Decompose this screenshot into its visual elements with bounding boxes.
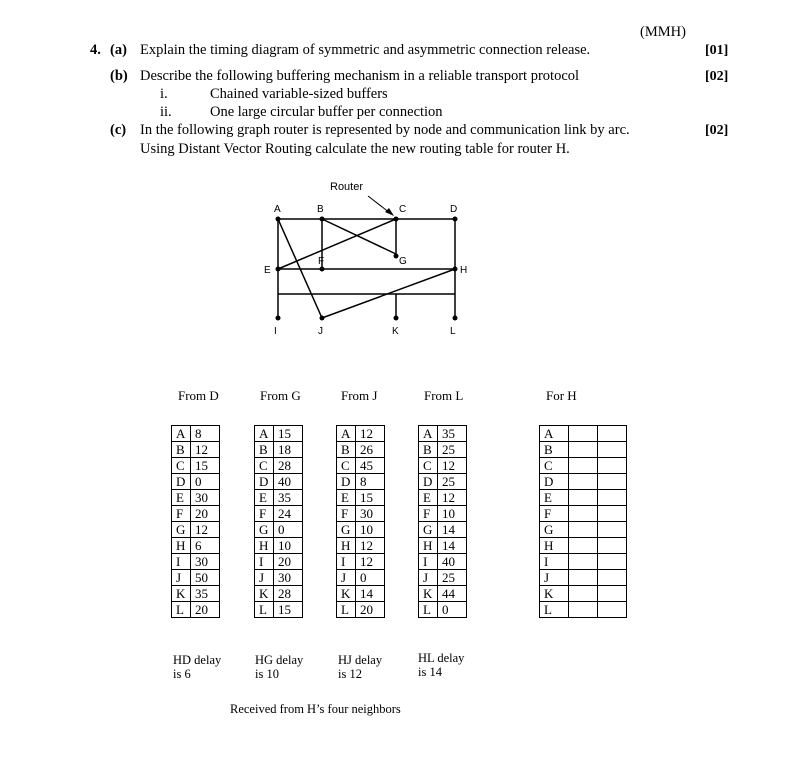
table-row — [172, 554, 220, 570]
table-row — [255, 458, 303, 474]
destination-cell: K — [540, 586, 569, 602]
node-label-c: C — [399, 204, 407, 215]
destination-cell: F — [540, 506, 569, 522]
destination-cell: B — [540, 442, 569, 458]
outgoing-line-cell[interactable] — [598, 426, 627, 442]
table-row — [419, 586, 467, 602]
destination-cell: F — [172, 506, 191, 522]
estimated-delay-cell[interactable] — [569, 554, 598, 570]
destination-cell: A — [540, 426, 569, 442]
delay-cell: 0 — [191, 474, 220, 490]
delay-cell: 12 — [191, 522, 220, 538]
table-row — [172, 602, 220, 618]
delay-cell: 35 — [438, 426, 467, 442]
part-c-text-1: In the following graph router is represented by node and communication link by arc. — [140, 122, 630, 138]
delay-cell: 44 — [438, 586, 467, 602]
table-row — [172, 474, 220, 490]
router-arrowhead — [385, 208, 394, 216]
destination-cell: J — [337, 570, 356, 586]
destination-cell: I — [172, 554, 191, 570]
table-row — [419, 538, 467, 554]
delay-cell: 26 — [356, 442, 385, 458]
destination-cell: C — [540, 458, 569, 474]
destination-cell: A — [419, 426, 438, 442]
node-l — [453, 316, 458, 321]
destination-cell: F — [419, 506, 438, 522]
outgoing-line-cell[interactable] — [598, 538, 627, 554]
destination-cell: D — [337, 474, 356, 490]
delay-hl: HL delay is 14 — [418, 651, 465, 679]
table-row — [419, 474, 467, 490]
table-row — [255, 522, 303, 538]
destination-cell: I — [540, 554, 569, 570]
table-row — [540, 442, 627, 458]
table-row — [337, 490, 385, 506]
node-label-j: J — [318, 326, 323, 337]
table-row — [172, 506, 220, 522]
table-row — [172, 522, 220, 538]
table-title-for-h: For H — [546, 388, 577, 403]
part-b-text: Describe the following buffering mechanism in a reliable transport protocol — [140, 68, 580, 84]
table-row — [337, 538, 385, 554]
exam-code: (MMH) — [640, 24, 686, 40]
table-row — [540, 602, 627, 618]
table-row — [337, 426, 385, 442]
destination-cell: H — [540, 538, 569, 554]
network-graph — [250, 176, 490, 341]
delay-hd: HD delay is 6 — [173, 653, 222, 681]
delay-cell: 40 — [438, 554, 467, 570]
table-row — [255, 490, 303, 506]
destination-cell: G — [172, 522, 191, 538]
delay-cell: 12 — [356, 426, 385, 442]
routing-table-from-j — [336, 425, 385, 618]
delay-cell: 30 — [191, 554, 220, 570]
routing-table-for-h — [539, 425, 627, 618]
destination-cell: H — [337, 538, 356, 554]
routing-table-from-d — [171, 425, 220, 618]
destination-cell: C — [172, 458, 191, 474]
table-row — [540, 586, 627, 602]
destination-cell: D — [540, 474, 569, 490]
node-h — [453, 267, 458, 272]
delay-cell: 14 — [438, 522, 467, 538]
table-row — [419, 426, 467, 442]
table-row — [255, 554, 303, 570]
delay-cell: 25 — [438, 442, 467, 458]
delay-cell: 15 — [274, 426, 303, 442]
part-b-item-num: ii. — [160, 104, 172, 120]
destination-cell: E — [540, 490, 569, 506]
node-f — [320, 267, 325, 272]
estimated-delay-cell[interactable] — [569, 458, 598, 474]
destination-cell: L — [540, 602, 569, 618]
outgoing-line-cell[interactable] — [598, 442, 627, 458]
routing-table-from-l — [418, 425, 467, 618]
destination-cell: L — [337, 602, 356, 618]
delay-cell: 45 — [356, 458, 385, 474]
node-label-d: D — [450, 204, 458, 215]
destination-cell: B — [255, 442, 274, 458]
part-b-marks: [02] — [705, 69, 729, 84]
table-row — [337, 458, 385, 474]
table-row — [419, 506, 467, 522]
estimated-delay-cell[interactable] — [569, 570, 598, 586]
table-row — [255, 506, 303, 522]
table-row — [172, 586, 220, 602]
table-row — [337, 570, 385, 586]
destination-cell: H — [172, 538, 191, 554]
destination-cell: D — [255, 474, 274, 490]
question-number: 4. — [90, 42, 101, 58]
destination-cell: G — [540, 522, 569, 538]
table-row — [419, 522, 467, 538]
table-row — [337, 586, 385, 602]
node-d — [453, 217, 458, 222]
delay-hj: HJ delay is 12 — [338, 653, 383, 681]
delay-cell: 0 — [438, 602, 467, 618]
outgoing-line-cell[interactable] — [598, 490, 627, 506]
delay-cell: 15 — [356, 490, 385, 506]
table-row — [540, 554, 627, 570]
destination-cell: B — [419, 442, 438, 458]
table-row — [337, 506, 385, 522]
destination-cell: A — [337, 426, 356, 442]
table-row — [172, 570, 220, 586]
delay-cell: 14 — [356, 586, 385, 602]
table-row — [255, 586, 303, 602]
received-caption: Received from H’s four neighbors — [230, 702, 401, 716]
table-row — [255, 426, 303, 442]
destination-cell: K — [172, 586, 191, 602]
outgoing-line-cell[interactable] — [598, 458, 627, 474]
router-label: Router — [330, 181, 364, 193]
destination-cell: J — [172, 570, 191, 586]
part-a-text: Explain the timing diagram of symmetric and asymmetric connection release. — [140, 42, 591, 58]
node-label-i: I — [274, 326, 277, 337]
delay-cell: 18 — [274, 442, 303, 458]
delay-cell: 30 — [356, 506, 385, 522]
table-row — [540, 474, 627, 490]
delay-cell: 35 — [191, 586, 220, 602]
destination-cell: L — [255, 602, 274, 618]
delay-hg: HG delay is 10 — [255, 653, 304, 681]
table-row — [172, 442, 220, 458]
table-row — [172, 426, 220, 442]
table-row — [540, 506, 627, 522]
delay-cell: 10 — [356, 522, 385, 538]
destination-cell: J — [255, 570, 274, 586]
outgoing-line-cell[interactable] — [598, 586, 627, 602]
delay-cell: 25 — [438, 570, 467, 586]
delay-cell: 30 — [274, 570, 303, 586]
table-title-from-g: From G — [260, 388, 301, 403]
table-row — [419, 458, 467, 474]
outgoing-line-cell[interactable] — [598, 554, 627, 570]
part-b-item-num: i. — [160, 86, 168, 102]
delay-cell: 12 — [438, 458, 467, 474]
table-row — [337, 602, 385, 618]
destination-cell: I — [255, 554, 274, 570]
node-label-h: H — [460, 265, 468, 276]
table-title-from-d: From D — [178, 388, 219, 403]
delay-cell: 12 — [356, 554, 385, 570]
delay-cell: 20 — [191, 506, 220, 522]
destination-cell: E — [172, 490, 191, 506]
estimated-delay-cell[interactable] — [569, 538, 598, 554]
part-b-item-text: Chained variable-sized buffers — [210, 86, 388, 102]
delay-cell: 8 — [191, 426, 220, 442]
delay-cell: 50 — [191, 570, 220, 586]
table-row — [255, 474, 303, 490]
outgoing-line-cell[interactable] — [598, 602, 627, 618]
part-a-marks: [01] — [705, 43, 729, 58]
part-b-item-text: One large circular buffer per connection — [210, 104, 443, 120]
destination-cell: E — [337, 490, 356, 506]
node-g — [394, 254, 399, 259]
table-row — [255, 570, 303, 586]
delay-cell: 12 — [356, 538, 385, 554]
part-b-label: (b) — [110, 68, 128, 84]
table-row — [419, 554, 467, 570]
estimated-delay-cell[interactable] — [569, 586, 598, 602]
estimated-delay-cell[interactable] — [569, 442, 598, 458]
destination-cell: K — [255, 586, 274, 602]
delay-cell: 24 — [274, 506, 303, 522]
node-e — [276, 267, 281, 272]
delay-cell: 0 — [274, 522, 303, 538]
table-row — [540, 570, 627, 586]
table-row — [255, 442, 303, 458]
estimated-delay-cell[interactable] — [569, 506, 598, 522]
table-row — [255, 602, 303, 618]
destination-cell: K — [419, 586, 438, 602]
destination-cell: H — [419, 538, 438, 554]
destination-cell: G — [337, 522, 356, 538]
delay-cell: 20 — [191, 602, 220, 618]
destination-cell: L — [172, 602, 191, 618]
outgoing-line-cell[interactable] — [598, 474, 627, 490]
table-row — [172, 538, 220, 554]
destination-cell: C — [337, 458, 356, 474]
part-c-label: (c) — [110, 122, 127, 138]
destination-cell: F — [255, 506, 274, 522]
delay-cell: 25 — [438, 474, 467, 490]
table-row — [419, 602, 467, 618]
table-row — [540, 538, 627, 554]
table-row — [337, 442, 385, 458]
destination-cell: C — [419, 458, 438, 474]
destination-cell: D — [172, 474, 191, 490]
delay-cell: 12 — [438, 490, 467, 506]
delay-cell: 8 — [356, 474, 385, 490]
estimated-delay-cell[interactable] — [569, 490, 598, 506]
estimated-delay-cell[interactable] — [569, 522, 598, 538]
delay-cell: 12 — [191, 442, 220, 458]
destination-cell: I — [337, 554, 356, 570]
outgoing-line-cell[interactable] — [598, 570, 627, 586]
table-row — [337, 554, 385, 570]
estimated-delay-cell[interactable] — [569, 602, 598, 618]
table-row — [540, 522, 627, 538]
outgoing-line-cell[interactable] — [598, 522, 627, 538]
part-a-label: (a) — [110, 42, 127, 58]
node-label-l: L — [450, 326, 456, 337]
destination-cell: C — [255, 458, 274, 474]
node-a — [276, 217, 281, 222]
delay-cell: 14 — [438, 538, 467, 554]
destination-cell: K — [337, 586, 356, 602]
node-c — [394, 217, 399, 222]
table-row — [172, 490, 220, 506]
node-label-f: F — [318, 256, 325, 267]
node-b — [320, 217, 325, 222]
destination-cell: H — [255, 538, 274, 554]
destination-cell: B — [172, 442, 191, 458]
delay-cell: 28 — [274, 458, 303, 474]
destination-cell: G — [255, 522, 274, 538]
node-k — [394, 316, 399, 321]
table-title-from-l: From L — [424, 388, 464, 403]
delay-cell: 20 — [356, 602, 385, 618]
outgoing-line-cell[interactable] — [598, 506, 627, 522]
table-title-from-j: From J — [341, 388, 378, 403]
destination-cell: G — [419, 522, 438, 538]
destination-cell: A — [255, 426, 274, 442]
destination-cell: D — [419, 474, 438, 490]
table-row — [540, 490, 627, 506]
delay-cell: 10 — [438, 506, 467, 522]
destination-cell: L — [419, 602, 438, 618]
part-c-marks: [02] — [705, 123, 729, 138]
routing-table-from-g — [254, 425, 303, 618]
estimated-delay-cell[interactable] — [569, 474, 598, 490]
destination-cell: E — [255, 490, 274, 506]
node-label-a: A — [274, 204, 281, 215]
table-row — [419, 442, 467, 458]
node-label-g: G — [399, 256, 407, 267]
table-row — [540, 426, 627, 442]
delay-cell: 15 — [191, 458, 220, 474]
delay-cell: 20 — [274, 554, 303, 570]
node-j — [320, 316, 325, 321]
destination-cell: I — [419, 554, 438, 570]
table-row — [419, 490, 467, 506]
node-label-k: K — [392, 326, 399, 337]
node-i — [276, 316, 281, 321]
delay-cell: 10 — [274, 538, 303, 554]
table-row — [337, 522, 385, 538]
table-row — [255, 538, 303, 554]
part-c-text-2: Using Distant Vector Routing calculate the new routing table for router H. — [140, 141, 570, 157]
destination-cell: B — [337, 442, 356, 458]
destination-cell: J — [419, 570, 438, 586]
delay-cell: 28 — [274, 586, 303, 602]
destination-cell: J — [540, 570, 569, 586]
delay-cell: 40 — [274, 474, 303, 490]
table-row — [172, 458, 220, 474]
delay-cell: 35 — [274, 490, 303, 506]
node-label-e: E — [264, 265, 271, 276]
delay-cell: 30 — [191, 490, 220, 506]
estimated-delay-cell[interactable] — [569, 426, 598, 442]
node-label-b: B — [317, 204, 324, 215]
table-row — [419, 570, 467, 586]
delay-cell: 0 — [356, 570, 385, 586]
delay-cell: 15 — [274, 602, 303, 618]
destination-cell: E — [419, 490, 438, 506]
destination-cell: A — [172, 426, 191, 442]
table-row — [337, 474, 385, 490]
destination-cell: F — [337, 506, 356, 522]
delay-cell: 6 — [191, 538, 220, 554]
table-row — [540, 458, 627, 474]
